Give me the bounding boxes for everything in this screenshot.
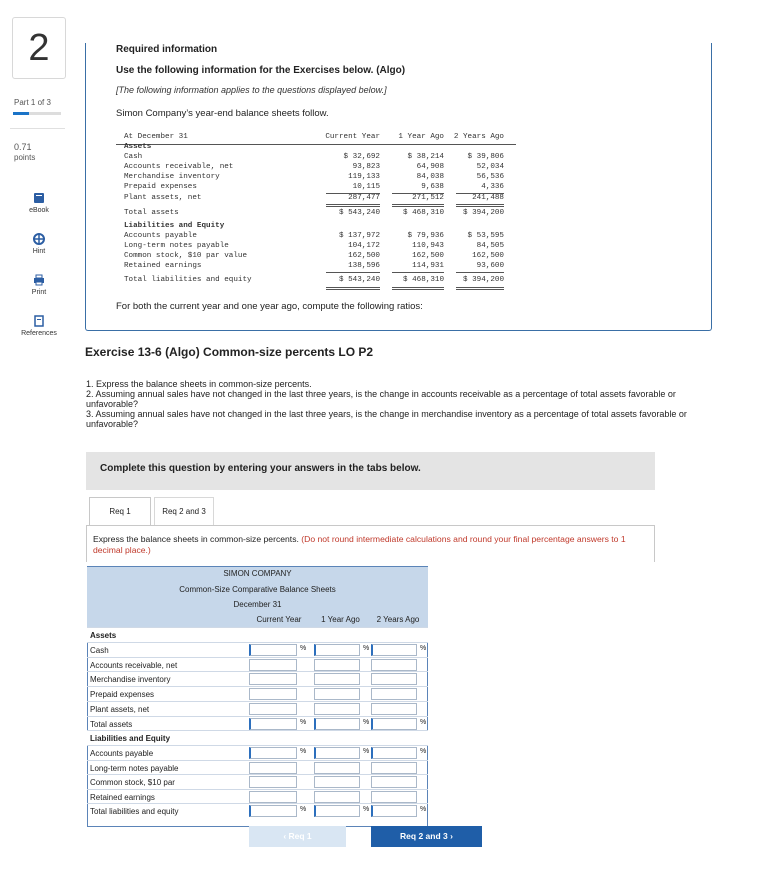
info-subtitle: Use the following information for the Exercises below. (Algo) [116,65,406,76]
row-label: Common stock, $10 par [90,778,175,787]
balance-sheet-row [116,232,516,242]
bs-1yr-value: $ 468,310 [402,209,444,217]
table-date: December 31 [233,600,282,609]
bs-row-label: Cash [124,153,143,161]
info-note: [The following information applies to the questions displayed below.] [116,85,387,95]
table-row [87,642,428,657]
bs-2yr-value: 93,600 [476,262,504,270]
balance-sheet-row [116,209,516,219]
table-company: SIMON COMPANY [223,569,292,578]
print-label: Print [31,289,47,296]
row-label: Liabilities and Equity [90,734,171,743]
column-header: Current Year [256,615,302,624]
bs-row-label: Assets [124,143,152,151]
percent-input[interactable] [314,673,360,685]
percent-input[interactable] [249,776,297,788]
bs-row-label: Long-term notes payable [124,242,229,250]
instruction-banner-text: Complete this question by entering your answers in the tabs below. [100,463,421,474]
book-icon [33,192,45,204]
bs-row-label: Total liabilities and equity [124,276,252,284]
table-row [87,730,428,745]
row-label: Retained earnings [90,793,155,802]
bs-2yr-value: 52,034 [476,163,504,171]
table-row [87,657,428,672]
instruction-text [93,534,653,556]
percent-input[interactable] [314,805,360,817]
bs-header-1yr: 1 Year Ago [398,133,444,141]
question-number: 2 [12,17,66,79]
question-list [86,379,706,429]
chevron-right-icon: › [447,831,453,841]
question-2: 2. Assuming annual sales have not changed in the last three years, is the change in accounts receivable as a percentage of total assets favorable or unfavorable? [86,389,676,409]
exercise-title: Exercise 13-6 (Algo) Common-size percents LO P2 [85,345,374,359]
percent-input[interactable] [249,644,297,656]
table-title: Common-Size Comparative Balance Sheets [179,585,336,594]
bs-2yr-value: 162,500 [472,252,504,260]
percent-input[interactable] [249,703,297,715]
compute-text: For both the current year and one year ago, compute the following ratios: [116,301,423,312]
table-row [87,760,428,775]
percent-symbol: % [363,748,370,755]
single-underline [326,193,380,194]
printer-icon [33,274,45,286]
chevron-left-icon: ‹ [283,831,289,841]
percent-input[interactable] [371,791,417,803]
bs-1yr-value: $ 79,936 [407,232,444,240]
print-button[interactable] [12,274,66,296]
bs-row-label: Total assets [124,209,179,217]
bs-current-year-value: $ 137,972 [338,232,380,240]
balance-sheet-header [116,133,516,143]
percent-symbol: % [363,806,370,813]
bs-current-year-value: 287,477 [348,194,380,202]
bs-current-year-value: 138,596 [348,262,380,270]
percent-symbol: % [300,806,307,813]
points-label: points [14,153,36,162]
row-label: Merchandise inventory [90,675,171,684]
percent-input[interactable] [371,747,417,759]
instruction-rounding: (Do not round intermediate calculations and round your final percentage answers to 1 decimal place.) [93,534,626,555]
part-progress-bar [13,112,61,115]
percent-input[interactable] [249,747,297,759]
row-label: Total liabilities and equity [90,807,179,816]
double-underline [326,204,380,207]
bs-2yr-value: $ 39,806 [467,153,504,161]
row-label: Long-term notes payable [90,764,179,773]
points-value: 0.71 [14,142,32,152]
balance-sheet-row [116,276,516,286]
balance-sheet-row [116,163,516,173]
double-underline [456,287,504,290]
bs-row-label: Merchandise inventory [124,173,220,181]
bs-1yr-value: 84,038 [416,173,444,181]
bs-header-label: At December 31 [124,133,188,141]
percent-input[interactable] [314,791,360,803]
percent-input[interactable] [249,659,297,671]
column-header: 1 Year Ago [321,615,360,624]
instruction-main: Express the balance sheets in common-size percents. [93,534,299,544]
question-3: 3. Assuming annual sales have not changed in the last three years, is the change in merchandise inventory as a percentage of total assets favorable or unfavorable? [86,409,687,429]
table-row [87,671,428,686]
bs-1yr-value: $ 38,214 [407,153,444,161]
percent-symbol: % [420,748,427,755]
percent-input[interactable] [249,688,297,700]
table-row [87,803,428,818]
bs-row-label: Accounts receivable, net [124,163,234,171]
bs-row-label: Prepaid expenses [124,183,197,191]
balance-sheet-row [116,153,516,163]
bs-1yr-value: 162,500 [412,252,444,260]
table-row [87,701,428,716]
info-title: Required information [116,44,218,55]
percent-input[interactable] [249,805,297,817]
percent-input[interactable] [314,644,360,656]
document-icon [33,315,45,327]
hint-button[interactable] [12,233,66,255]
row-label: Accounts receivable, net [90,661,178,670]
rail-divider [10,128,65,129]
single-underline [456,193,504,194]
bs-1yr-value: 64,908 [416,163,444,171]
table-row [87,774,428,789]
bs-current-year-value: $ 32,692 [343,153,380,161]
bs-2yr-value: $ 53,595 [467,232,504,240]
bs-current-year-value: 162,500 [348,252,380,260]
single-underline [326,272,380,273]
references-label: References [21,330,57,337]
single-underline [392,272,444,273]
bs-current-year-value: 93,823 [352,163,380,171]
balance-sheet-row [116,222,516,232]
percent-symbol: % [300,719,307,726]
percent-symbol: % [363,645,370,652]
percent-input[interactable] [371,659,417,671]
bs-current-year-value: 10,115 [352,183,380,191]
table-row [87,789,428,804]
row-label: Accounts payable [90,749,154,758]
question-1: 1. Express the balance sheets in common-size percents. [86,379,312,389]
row-label: Prepaid expenses [90,690,155,699]
percent-input[interactable] [249,791,297,803]
percent-input[interactable] [371,703,417,715]
info-text: Simon Company’s year-end balance sheets follow. [116,108,329,119]
references-button[interactable] [12,315,66,337]
percent-symbol: % [300,645,307,652]
bs-row-label: Retained earnings [124,262,202,270]
bs-row-label: Plant assets, net [124,194,202,202]
ebook-label: eBook [29,207,49,214]
bs-1yr-value: 114,931 [412,262,444,270]
bs-row-label: Liabilities and Equity [124,222,225,230]
row-label: Assets [90,631,117,640]
bs-current-year-value: 104,172 [348,242,380,250]
balance-sheet-row [116,242,516,252]
bs-1yr-value: 9,638 [421,183,444,191]
percent-input[interactable] [249,718,297,730]
percent-input[interactable] [371,673,417,685]
next-button-label: Req 2 and 3 [400,831,448,841]
percent-input[interactable] [371,805,417,817]
balance-sheet-row [116,173,516,183]
double-underline [326,287,380,290]
bs-1yr-value: 271,512 [412,194,444,202]
double-underline [392,204,444,207]
percent-symbol: % [300,748,307,755]
percent-input[interactable] [371,718,417,730]
bs-2yr-value: 241,488 [472,194,504,202]
tab-req-1[interactable]: Req 1 [89,497,151,525]
bs-current-year-value: $ 543,240 [338,209,380,217]
percent-input[interactable] [371,776,417,788]
hint-label: Hint [32,248,46,255]
percent-input[interactable] [249,762,297,774]
percent-symbol: % [420,806,427,813]
table-row [87,716,428,731]
percent-input[interactable] [314,688,360,700]
percent-input[interactable] [314,659,360,671]
balance-sheet-row [116,183,516,193]
table-row [87,627,428,642]
bs-row-label: Accounts payable [124,232,197,240]
percent-input[interactable] [371,644,417,656]
balance-sheet-row [116,194,516,204]
table-row [87,745,428,760]
tab-req-2-and-3[interactable]: Req 2 and 3 [154,497,214,525]
row-label: Total assets [90,720,133,729]
bs-current-year-value: $ 543,240 [338,276,380,284]
balance-sheet-row [116,262,516,272]
percent-symbol: % [420,645,427,652]
bs-current-year-value: 119,133 [348,173,380,181]
percent-input[interactable] [314,718,360,730]
balance-sheet-row [116,252,516,262]
percent-input[interactable] [314,776,360,788]
percent-symbol: % [420,719,427,726]
double-underline [456,204,504,207]
percent-input[interactable] [371,762,417,774]
bs-2yr-value: $ 394,200 [462,209,504,217]
percent-input[interactable] [249,673,297,685]
bs-header-current: Current Year [325,133,380,141]
next-button[interactable] [371,826,482,847]
column-header: 2 Years Ago [376,615,420,624]
bs-2yr-value: $ 394,200 [462,276,504,284]
bs-1yr-value: $ 468,310 [402,276,444,284]
percent-input[interactable] [314,703,360,715]
percent-symbol: % [363,719,370,726]
prev-button-label: Req 1 [288,831,312,841]
bs-header-2yr: 2 Years Ago [453,133,504,141]
table-row [87,686,428,701]
prev-button[interactable] [249,826,346,847]
balance-sheet-row [116,143,516,153]
percent-input[interactable] [314,762,360,774]
row-label: Cash [90,646,109,655]
part-indicator: Part 1 of 3 [14,98,51,107]
single-underline [456,272,504,273]
single-underline [392,193,444,194]
lifebuoy-icon [33,233,45,245]
bs-row-label: Common stock, $10 par value [124,252,248,260]
double-underline [392,287,444,290]
bs-2yr-value: 56,536 [476,173,504,181]
bs-2yr-value: 84,505 [476,242,504,250]
ebook-button[interactable] [12,192,66,214]
bs-2yr-value: 4,336 [481,183,504,191]
bs-1yr-value: 110,943 [412,242,444,250]
percent-input[interactable] [314,747,360,759]
percent-input[interactable] [371,688,417,700]
row-label: Plant assets, net [90,705,150,714]
